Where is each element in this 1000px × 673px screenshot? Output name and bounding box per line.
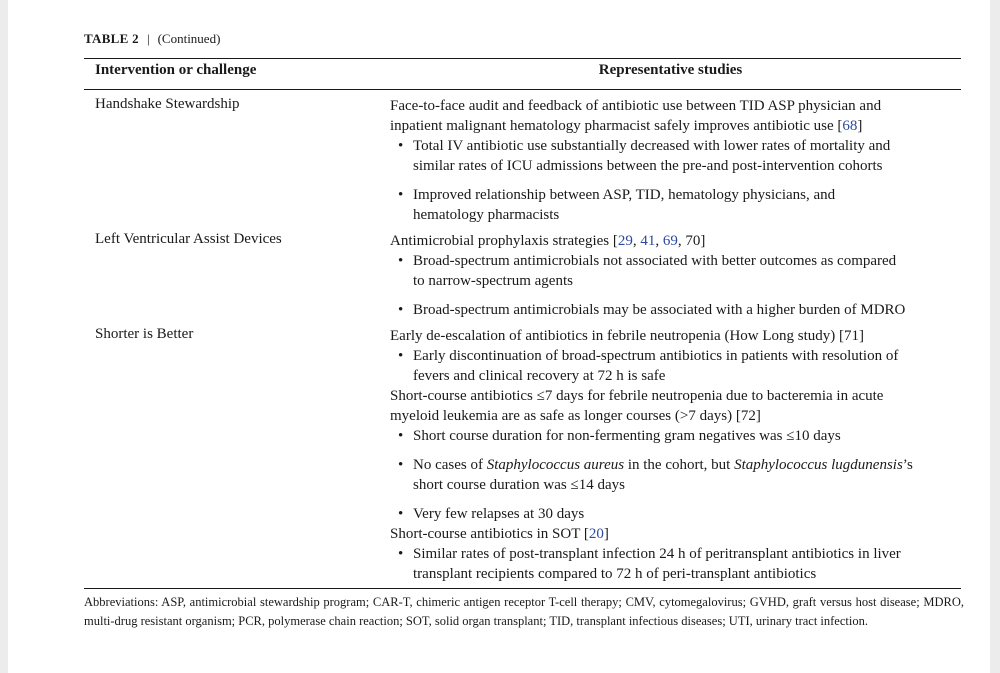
citation-link[interactable]: 29 bbox=[617, 233, 633, 249]
bullet-icon: • bbox=[398, 457, 404, 473]
row-label-shorter: Shorter is Better bbox=[95, 326, 194, 342]
bullet-icon: • bbox=[398, 253, 404, 269]
row-label-handshake: Handshake Stewardship bbox=[95, 96, 240, 112]
bullet-item: • Broad-spectrum antimicrobials may be associated with a higher burden of MDRO bbox=[398, 302, 906, 318]
table-label: TABLE 2 bbox=[84, 31, 139, 46]
caption-separator: | bbox=[146, 31, 150, 46]
bullet-icon: • bbox=[398, 506, 404, 522]
bullet-icon: • bbox=[398, 546, 404, 562]
study-line: Early de-escalation of antibiotics in febrile neutropenia (How Long study) [71] bbox=[390, 328, 865, 344]
bullet-item-continuation: similar rates of ICU admissions between the pre-and post-intervention cohorts bbox=[413, 158, 883, 174]
bullet-icon: • bbox=[398, 302, 404, 318]
document-page bbox=[8, 0, 990, 673]
citation-link[interactable]: 69 bbox=[662, 233, 678, 249]
bullet-icon: • bbox=[398, 348, 404, 364]
study-line: Antimicrobial prophylaxis strategies [29, 41, 69, 70] bbox=[390, 233, 706, 249]
header-intervention: Intervention or challenge bbox=[95, 62, 257, 78]
study-line: Short-course antibiotics in SOT [20] bbox=[390, 526, 609, 542]
bullet-icon: • bbox=[398, 187, 404, 203]
studies-lvad bbox=[390, 231, 960, 320]
studies-shorter bbox=[390, 326, 960, 584]
study-line: Short-course antibiotics ≤7 days for febrile neutropenia due to bacteremia in acute bbox=[390, 388, 884, 404]
bullet-item-continuation: fevers and clinical recovery at 72 h is safe bbox=[413, 368, 666, 384]
bullet-item-continuation: hematology pharmacists bbox=[413, 207, 560, 223]
bullet-item: • No cases of Staphylococcus aureus in the cohort, but Staphylococcus lugdunensis’s bbox=[398, 457, 913, 473]
bullet-item: • Improved relationship between ASP, TID, hematology physicians, and bbox=[398, 187, 836, 203]
bullet-item: • Very few relapses at 30 days bbox=[398, 506, 585, 522]
bullet-icon: • bbox=[398, 428, 404, 444]
bullet-item: • Broad-spectrum antimicrobials not associated with better outcomes as compared bbox=[398, 253, 897, 269]
table-bottom-rule bbox=[84, 588, 961, 589]
bullet-item: • Similar rates of post-transplant infection 24 h of peritransplant antibiotics in liver bbox=[398, 546, 901, 562]
bullet-item: • Short course duration for non-fermenting gram negatives was ≤10 days bbox=[398, 428, 841, 444]
caption-continued: (Continued) bbox=[157, 31, 221, 46]
citation-link[interactable]: 68 bbox=[842, 118, 858, 134]
abbreviations-footnote: Abbreviations: ASP, antimicrobial stewardship program; CAR-T, chimeric antigen receptor T-cell therapy; CMV, cytomegalovirus; GVHD, graft versus host disease; MDRO, multi-drug resistant organism; PCR, polymerase chain reaction; SOT, solid organ transplant; TID, transplant infectious diseases; UTI, urinary tract infection. bbox=[84, 595, 964, 628]
bullet-item-continuation: transplant recipients compared to 72 h of peri-transplant antibiotics bbox=[413, 566, 817, 582]
study-line: myeloid leukemia are as safe as longer courses (>7 days) [72] bbox=[390, 408, 761, 424]
bullet-item-continuation: to narrow-spectrum agents bbox=[413, 273, 573, 289]
bullet-item-continuation: short course duration was ≤14 days bbox=[413, 477, 625, 493]
bullet-icon: • bbox=[398, 138, 404, 154]
citation-link[interactable]: 41 bbox=[640, 233, 656, 249]
bullet-item: • Early discontinuation of broad-spectrum antibiotics in patients with resolution of bbox=[398, 348, 899, 364]
species-name: Staphylococcus aureus bbox=[486, 457, 625, 473]
header-studies: Representative studies bbox=[598, 62, 743, 78]
studies-handshake bbox=[390, 96, 960, 225]
study-line: inpatient malignant hematology pharmacist safely improves antibiotic use [68] bbox=[390, 118, 863, 134]
table-top-rule bbox=[84, 58, 961, 59]
table-caption bbox=[84, 31, 220, 47]
study-line: Face-to-face audit and feedback of antibiotic use between TID ASP physician and bbox=[390, 98, 882, 114]
row-label-lvad: Left Ventricular Assist Devices bbox=[95, 231, 282, 247]
citation-link[interactable]: 20 bbox=[588, 526, 604, 542]
table-header-rule bbox=[84, 89, 961, 90]
species-name: Staphylococcus lugdunensis bbox=[734, 457, 903, 473]
bullet-item: • Total IV antibiotic use substantially decreased with lower rates of mortality and bbox=[398, 138, 891, 154]
